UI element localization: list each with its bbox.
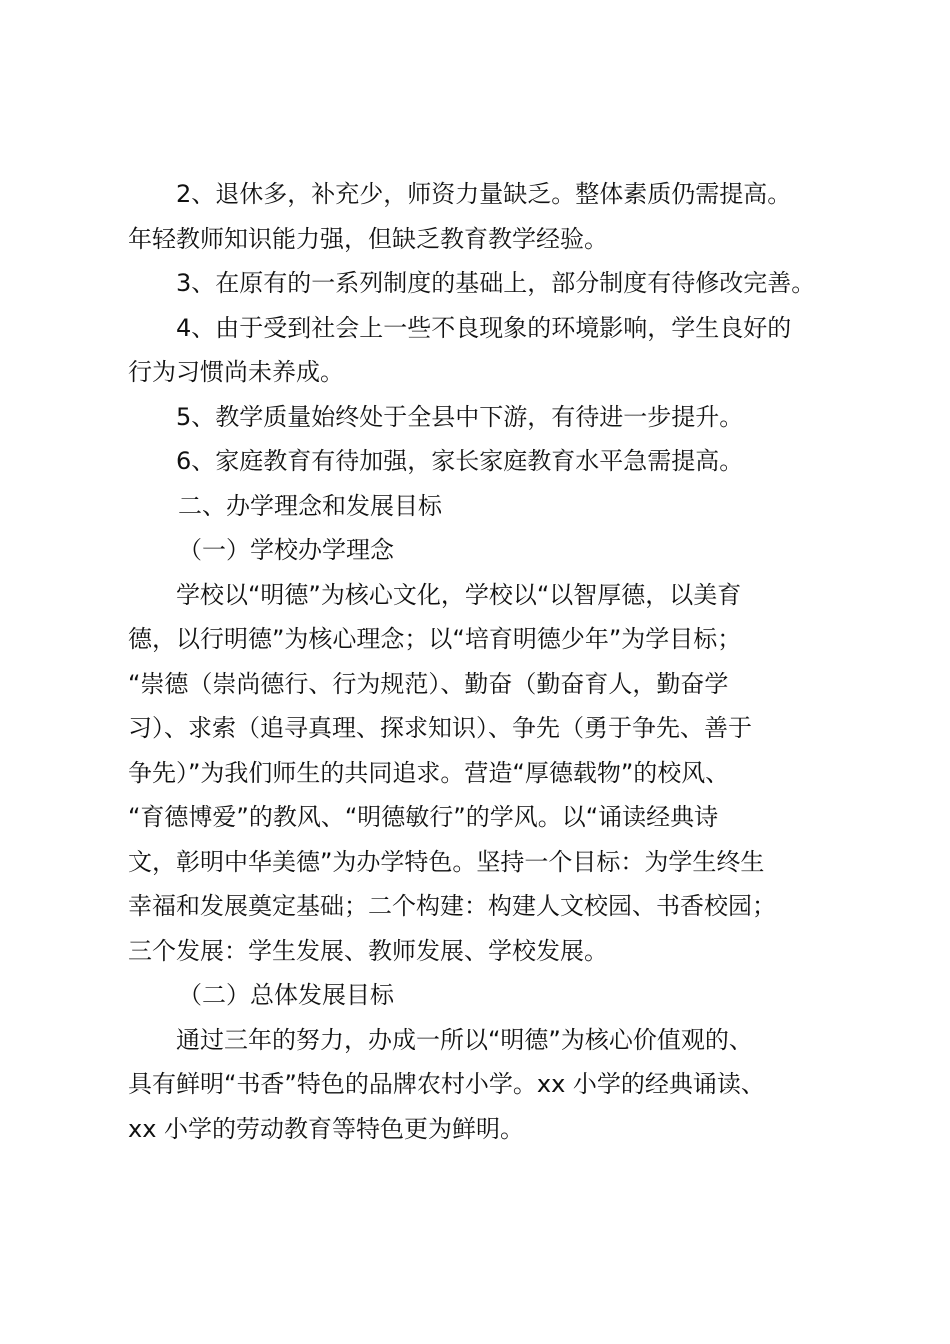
paragraph-item-4 <box>128 306 838 395</box>
text-line: 三个发展：学生发展、教师发展、学校发展。 <box>128 936 608 965</box>
text-line: 行为习惯尚未养成。 <box>128 358 344 386</box>
paragraph-item-6 <box>128 439 838 484</box>
text-line: 文，彰明中华美德”为办学特色。坚持一个目标：为学生终生 <box>128 847 765 876</box>
text-line: xx 小学的劳动教育等特色更为鲜明。 <box>128 1114 525 1143</box>
text-line: 习）、求索（追寻真理、探求知识）、争先（勇于争先、善于 <box>128 714 752 742</box>
text-line: 具有鲜明“书香”特色的品牌农村小学。xx 小学的经典诵读、 <box>128 1070 765 1098</box>
text-line: 3、在原有的一系列制度的基础上，部分制度有待修改完善。 <box>176 269 816 297</box>
text-line: “崇德（崇尚德行、行为规范）、勤奋（勤奋育人，勤奋学 <box>128 669 729 698</box>
paragraph-item-3 <box>128 261 838 306</box>
text-line: 幸福和发展奠定基础；二个构建：构建人文校园、书香校园； <box>128 892 776 920</box>
paragraph-item-2 <box>128 172 838 261</box>
paragraph-item-5 <box>128 395 838 440</box>
text-line: 2、退休多，补充少，师资力量缺乏。整体素质仍需提高。 <box>176 180 792 208</box>
text-line: 6、家庭教育有待加强，家长家庭教育水平急需提高。 <box>176 447 744 475</box>
subsection-heading-goals: （二）总体发展目标 <box>178 981 394 1009</box>
document-body <box>128 172 838 1151</box>
section-heading: 二、办学理念和发展目标 <box>178 491 442 520</box>
text-line: 5、教学质量始终处于全县中下游，有待进一步提升。 <box>176 402 744 431</box>
text-line: “育德博爱”的教风、“明德敏行”的学风。以“诵读经典诗 <box>128 803 719 831</box>
text-line: 4、由于受到社会上一些不良现象的环境影响，学生良好的 <box>176 313 792 342</box>
text-line: 年轻教师知识能力强，但缺乏教育教学经验。 <box>128 224 608 253</box>
text-line: 争先）”为我们师生的共同追求。营造“厚德载物”的校风、 <box>128 758 730 787</box>
paragraph-goals <box>128 1018 838 1152</box>
subsection-heading-philosophy: （一）学校办学理念 <box>178 536 394 564</box>
text-line: 德，以行明德”为核心理念；以“培育明德少年”为学目标； <box>128 625 742 653</box>
text-line: 通过三年的努力，办成一所以“明德”为核心价值观的、 <box>176 1025 753 1054</box>
text-line: 学校以“明德”为核心文化，学校以“以智厚德，以美育 <box>176 580 742 609</box>
paragraph-philosophy <box>128 573 838 974</box>
